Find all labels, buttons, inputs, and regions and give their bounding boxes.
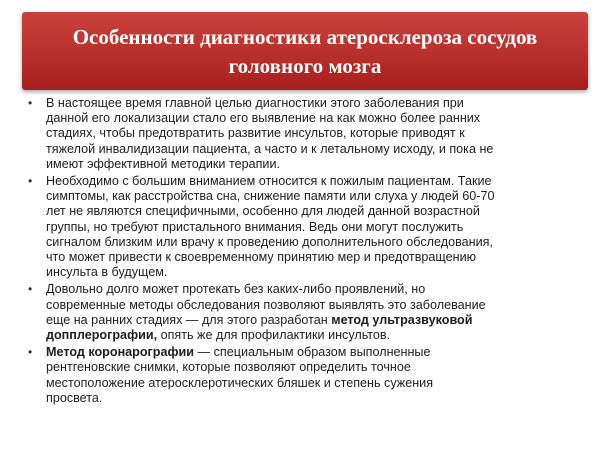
coronarography-term: Метод коронарографии (46, 345, 195, 360)
bullet-marker: • (28, 174, 33, 189)
title-line-1: Особенности диагностики атеросклероза сосудов (72, 25, 538, 49)
bullet-item-2 (24, 174, 590, 280)
bullet-2-line-5: сигналом близким или врачу к проведению дополнительного обследования, (46, 234, 493, 249)
bullet-item-3 (24, 282, 590, 343)
bullet-3-line-3-text: еще на ранних стадиях — для этого разработан (46, 312, 332, 327)
bullet-2-line-3: лет не являются специфичными, особенно для людей данной возрастной (46, 204, 480, 219)
bullet-3-line-2: современные методы обследования позволяют выявлять это заболевание (46, 297, 486, 312)
bullet-1-line-2: данной его локализации стало его выявление на как можно более ранних (46, 111, 481, 126)
bullet-marker: • (28, 96, 33, 110)
bullet-3-line-3 (46, 313, 590, 328)
bullet-3-line-1: Довольно долго может протекать без каких-либо проявлений, но (46, 282, 426, 297)
bullet-4-line-1 (46, 345, 590, 360)
bullet-4-line-3: местоположение атеросклеротических бляшек и степень сужения (46, 375, 434, 390)
bullet-3-line-4-text: опять же для профилактики инсультов. (157, 328, 391, 343)
title-banner (22, 12, 588, 90)
title-line-2: головного мозга (228, 54, 382, 78)
bullet-1-line-4: тяжелой инвалидизации пациента, а часто и к летальному исходу, и пока не (46, 141, 494, 156)
bullet-2-line-4: группы, но требуют пристального внимания. Ведь они могут послужить (46, 219, 464, 234)
bullet-marker: • (28, 282, 33, 297)
bullet-item-4 (24, 345, 590, 406)
bullet-4-line-1-text: — специальным образом выполненные (194, 345, 431, 360)
content-body (24, 96, 590, 408)
bullet-4-line-4: просвета. (46, 390, 103, 405)
bullet-1-line-1: В настоящее время главной целью диагностики этого заболевания при (46, 96, 464, 110)
bullet-2-line-1: Необходимо с большим вниманием относится к пожилым пациентам. Такие (46, 174, 492, 189)
bullet-item-1 (24, 96, 590, 172)
bullet-2-line-2: симптомы, как расстройства сна, снижение памяти или слуха у людей 60-70 (46, 189, 495, 204)
method-ultrasound-term: метод ультразвуковой (331, 312, 473, 327)
bullet-2-line-6: что может привести к своевременному принятию мер и предотвращению (46, 250, 477, 265)
bullet-1-line-3: стадиях, чтобы предотвратить развитие инсультов, которые приводят к (46, 126, 465, 141)
bullet-3-line-4 (46, 328, 590, 343)
dopplerography-term: допплерографии, (46, 328, 158, 343)
bullet-4-line-2: рентгеновские снимки, которые позволяют определить точное (46, 360, 411, 375)
bullet-1-line-5: имеют эффективной методики терапии. (46, 156, 280, 171)
bullet-2-line-7: инсульта в будущем. (46, 265, 168, 280)
bullet-marker: • (28, 345, 33, 360)
